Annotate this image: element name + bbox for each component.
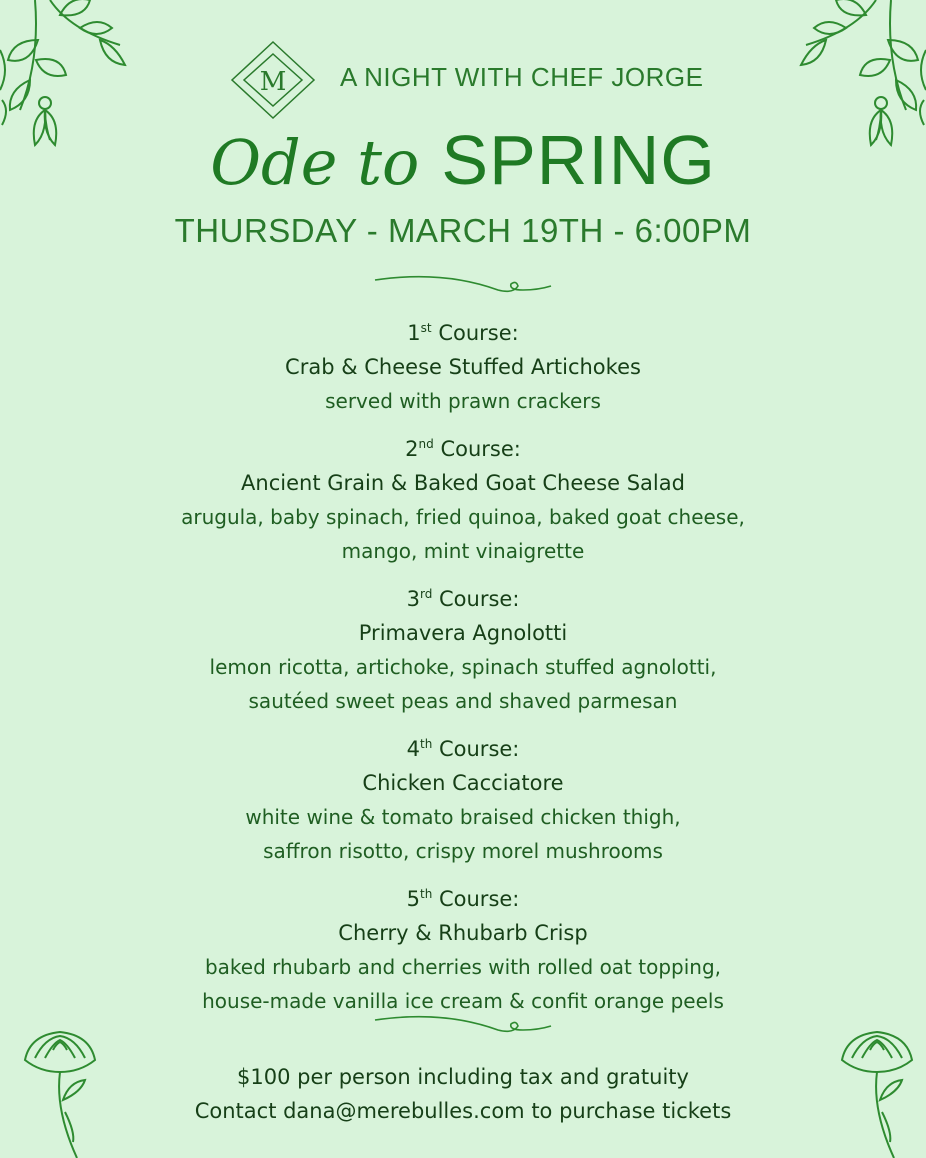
course-heading: 2nd Course: [405, 437, 521, 461]
course-3 [0, 582, 926, 718]
dish-name: Cherry & Rhubarb Crisp [338, 921, 588, 945]
swirl-divider-icon [373, 1014, 553, 1038]
dish-description: sautéed sweet peas and shaved parmesan [248, 689, 678, 713]
event-title [0, 120, 926, 200]
dish-name: Crab & Cheese Stuffed Artichokes [285, 355, 641, 379]
course-heading: 5th Course: [406, 887, 520, 911]
dish-description: house-made vanilla ice cream & confit orange peels [202, 989, 724, 1013]
dish-description: lemon ricotta, artichoke, spinach stuffed agnolotti, [209, 655, 717, 679]
title-caps: SPRING [441, 121, 716, 199]
dish-description: mango, mint vinaigrette [341, 539, 585, 563]
course-2 [0, 432, 926, 568]
course-heading: 1st Course: [407, 321, 519, 345]
price-line: $100 per person including tax and gratuity [237, 1065, 689, 1089]
course-5 [0, 882, 926, 1018]
dish-name: Ancient Grain & Baked Goat Cheese Salad [241, 471, 685, 495]
dish-description: arugula, baby spinach, fried quinoa, baked goat cheese, [181, 505, 745, 529]
menu [0, 316, 926, 1032]
course-1 [0, 316, 926, 418]
dish-description: white wine & tomato braised chicken thigh, [245, 805, 681, 829]
course-heading: 4th Course: [406, 737, 520, 761]
header [0, 40, 926, 120]
title-script: Ode to [210, 126, 420, 199]
dish-description: baked rhubarb and cherries with rolled oat topping, [204, 955, 722, 979]
swirl-divider-icon [373, 274, 553, 298]
course-4 [0, 732, 926, 868]
dish-description: served with prawn crackers [325, 389, 601, 413]
diamond-logo-icon [228, 40, 318, 120]
dish-description: saffron risotto, crispy morel mushrooms [263, 839, 663, 863]
host-title: A NIGHT WITH CHEF JORGE [340, 62, 704, 92]
contact-line: Contact dana@merebulles.com to purchase tickets [194, 1099, 732, 1123]
dish-name: Primavera Agnolotti [358, 621, 568, 645]
dish-name: Chicken Cacciatore [362, 771, 564, 795]
course-heading: 3rd Course: [406, 587, 520, 611]
event-date: THURSDAY - MARCH 19TH - 6:00PM [174, 212, 752, 249]
footer [0, 1060, 926, 1128]
svg-text:M: M [259, 67, 287, 97]
